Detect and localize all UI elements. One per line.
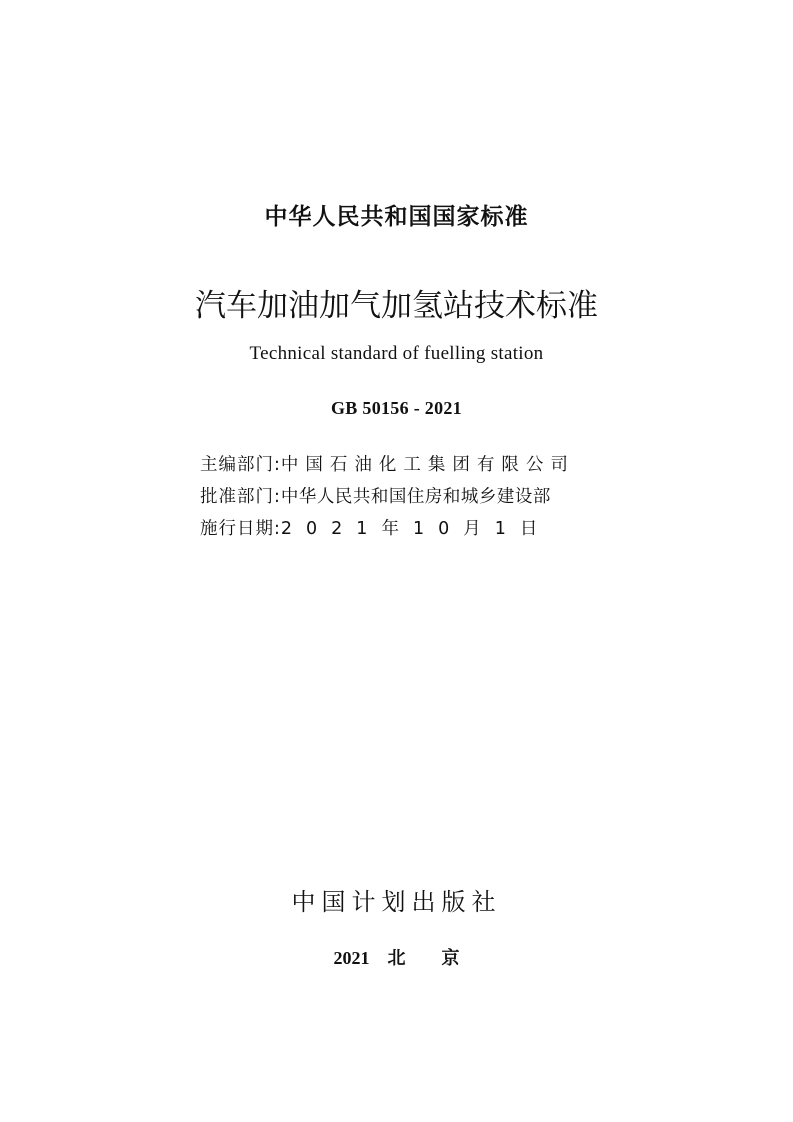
effective-date-value: 2021年10月1日 [280,519,552,539]
standard-code: GB 50156 - 2021 [330,398,462,418]
publication-year: 2021 [333,948,370,968]
approver-label: 批准部门: [200,487,281,507]
effective-date-row [200,513,600,545]
standard-title-en: Technical standard of fuelling station [249,343,544,364]
series-title: 中华人民共和国国家标准 [264,204,529,230]
effective-date-label: 施行日期: [200,519,281,539]
editor-row [200,449,600,481]
editor-label: 主编部门: [200,455,281,475]
editor-value: 中国石油化工集团有限公司 [280,455,575,475]
approver-value: 中华人民共和国住房和城乡建设部 [280,487,551,507]
approver-row [200,481,600,513]
publisher-name: 中国计划出版社 [291,888,502,916]
standard-title-zh: 汽车加油加气加氢站技术标准 [195,288,598,324]
info-block [200,449,600,545]
publication-city: 北京 [387,948,496,969]
publication-line [0,944,793,970]
